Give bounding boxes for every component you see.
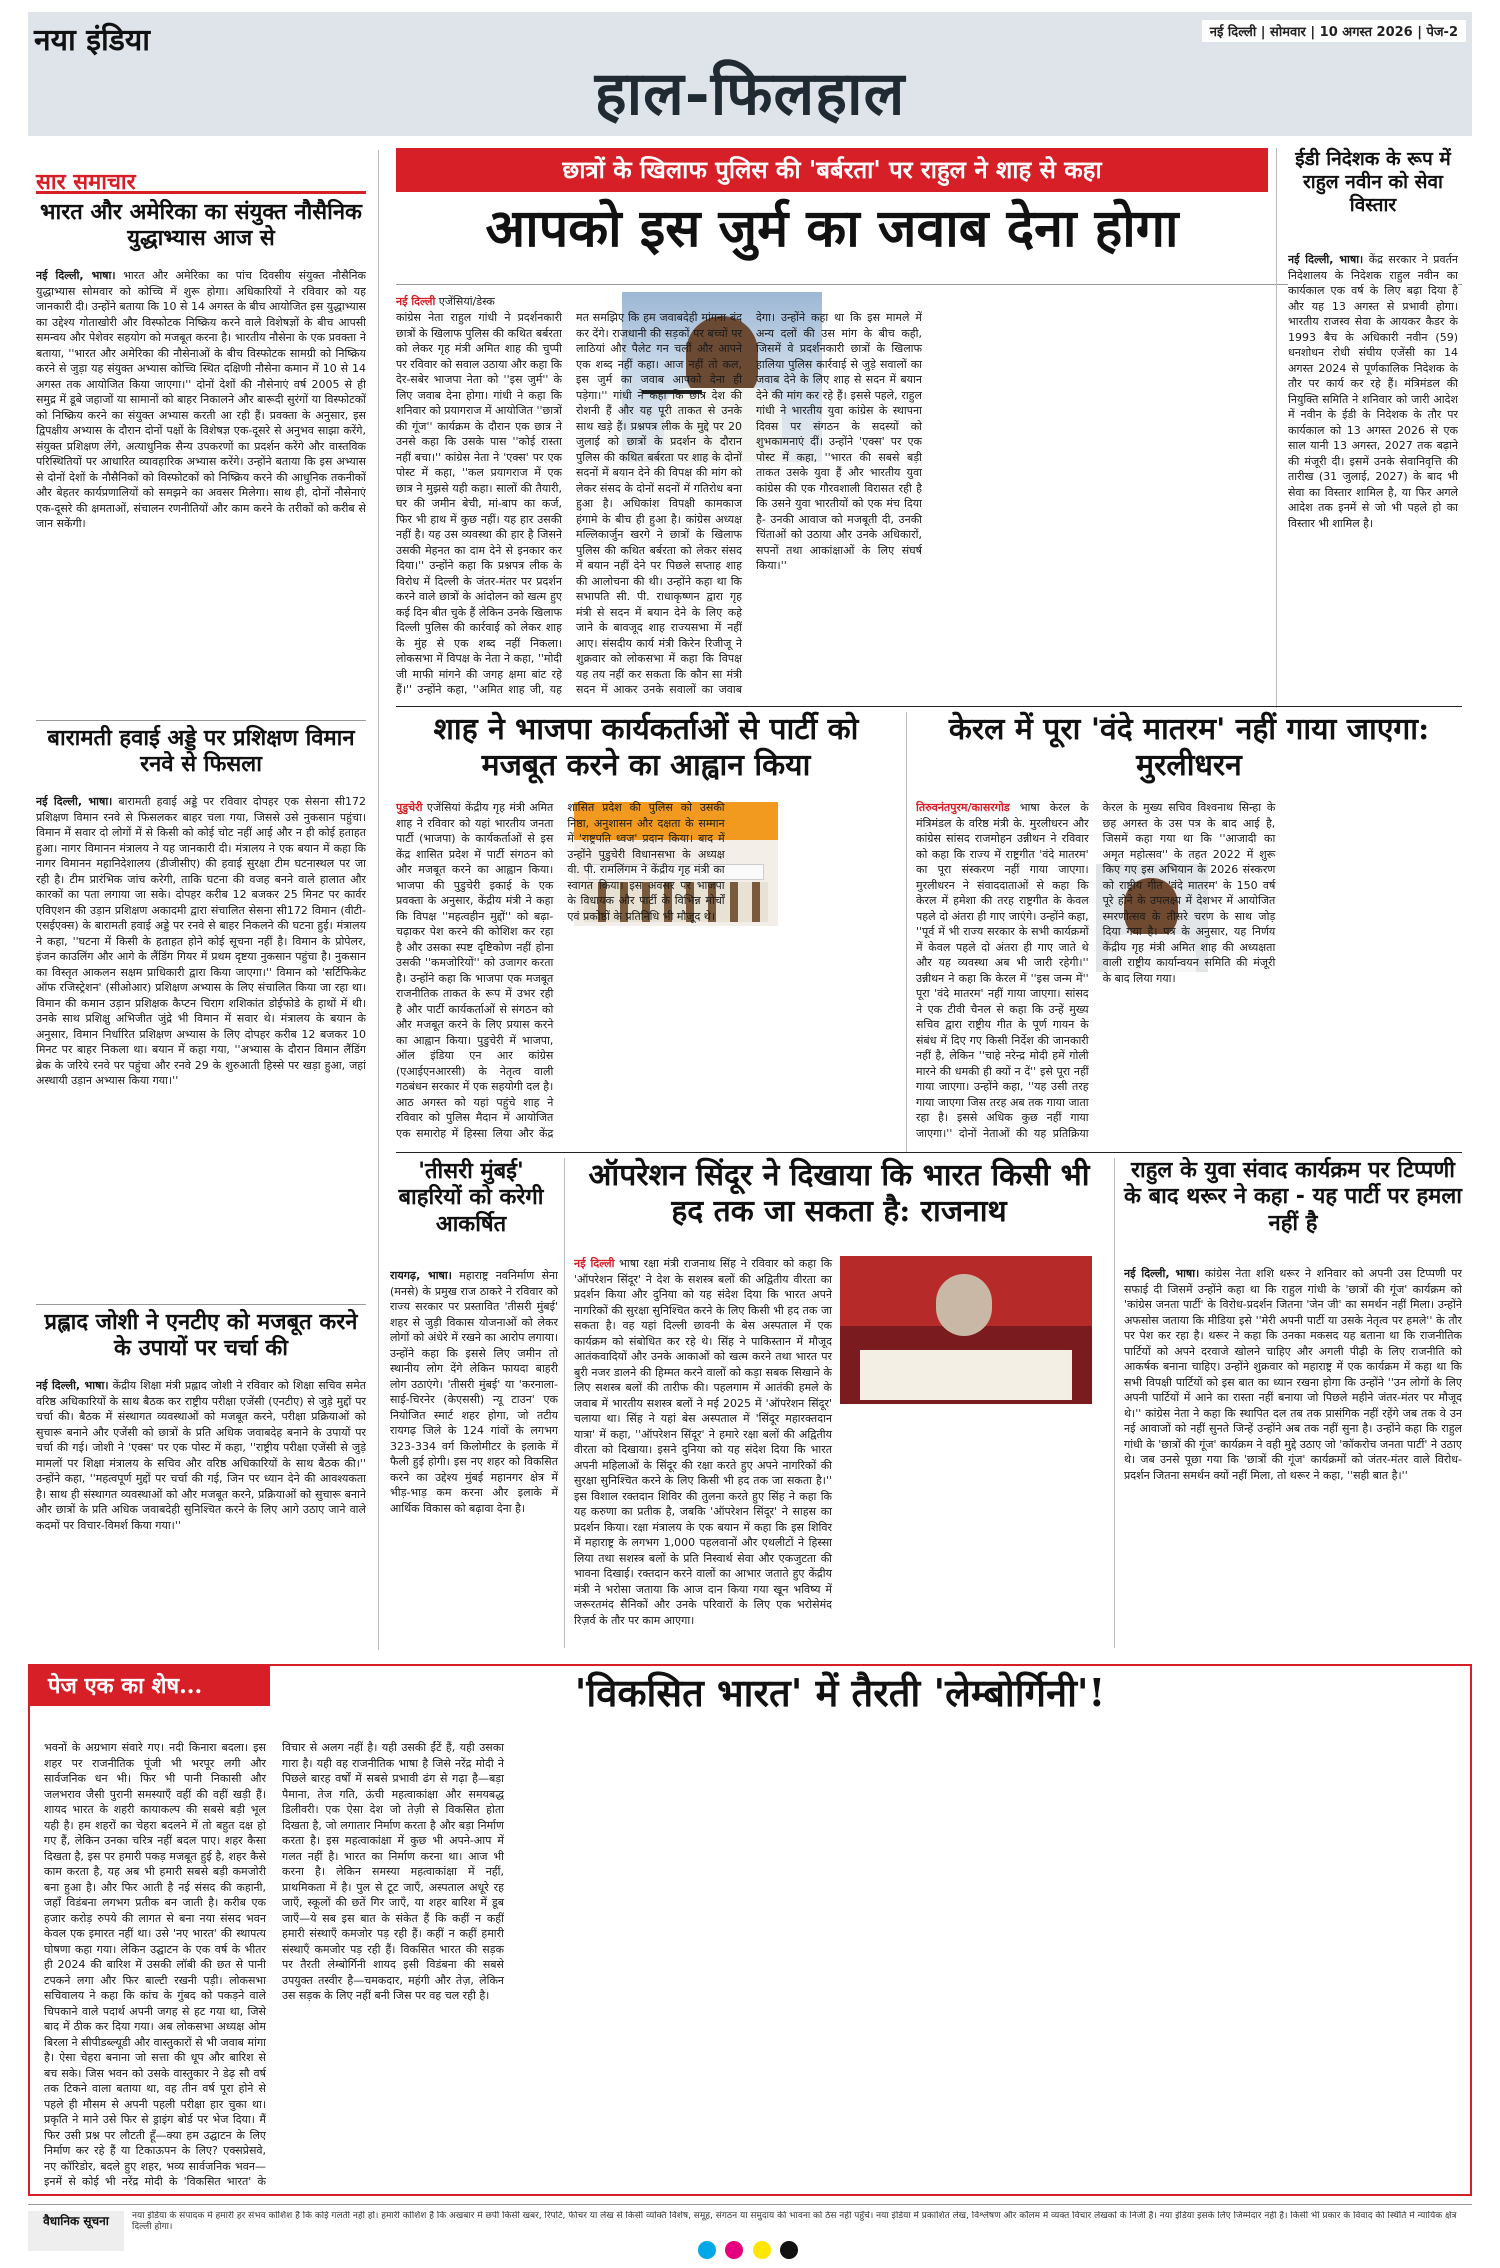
brief-2-text: बारामती हवाई अड्डे पर रविवार दोपहर एक सेसना सी172 प्रशिक्षण विमान रनवे से फिसलकर बाहर चला गया, जिससे उसे नुकसान पहुंचा। विमान में सवार दो लोगों में से किसी को कोई चोट नहीं आई और न ही कोई हताहत हुआ। नागर विमानन मंत्रालय ने यह जानकारी दी। मंत्रालय ने एक बयान में कहा कि नागर विमानन महानिदेशालय (डीजीसीए) की हवाई सुरक्षा टीम घटनास्थल पर जा रही है। टीम प्रारंभिक जांच करेगी, ताकि घटना की वजह बनने वाले हालात और कारकों का पता लगाया जा सके। दोपहर करीब 12 बजकर 25 मिनट पर कार्वर एविएशन की उड़ान प्रशिक्षण अकादमी द्वारा संचालित सेसना सी172 विमान (वीटी-एसईएक्स) के बारामती हवाई अड्डे पर रनवे से बाहर निकलने की घटना हुई। मंत्रालय ने कहा, ''घटना में किसी के हताहत होने कोई सूचना नहीं है। विमान के प्रोपेलर, इंजन काउलिंग और आगे के लैंडिंग गियर में प्रथम दृष्टया नुकसान पहुंचा है। नुकसान का विस्तृत आकलन सक्षम प्राधिकारी द्वारा किया जाएगा।'' विमान को 'सर्टिफिकेट ऑफ रजिस्ट्रेशन' (सीओआर) प्रशिक्षण अभ्यास के लिए संचालित किया जा रहा था। विमान की कमान उड़ान प्रशिक्षक कैप्टन चिराग शशिकांत डोईफोडे के हाथों में थी। उनके साथ प्रशिक्षु अभिजीत जुंद्रे भी विमान में सवार थे। मंत्रालय के बयान के अनुसार, विमान निर्धारित प्रशिक्षण अभ्यास के लिए दोपहर करीब 12 बजकर 10 मिनट पर बाहर निकला था। बयान में कहा गया, ''अभ्यास के दौरान विमान लैंडिंग ब्रेक के जरिये रनवे पर पहुंचा और रनवे 29 के शुरुआती हिस्से पर खड़ा हुआ, जहां अस्थायी उड़ान अभ्यास किया गया।'': [36, 795, 366, 1087]
mumbai-dateline: रायगढ़, भाषा।: [390, 1269, 452, 1282]
sindoor-dateline: नई दिल्ली: [574, 1257, 615, 1270]
brief-label: [36, 166, 366, 194]
black-registration-mark: [780, 2241, 798, 2259]
kerala-body: [916, 800, 1462, 1148]
column-divider: [1114, 1158, 1115, 1648]
brief-label-text: सार समाचार: [36, 169, 136, 195]
shah-dateline: पुडुचेरी: [396, 801, 423, 814]
cyan-registration-mark: [698, 2241, 716, 2259]
lead-headline: आपको इस जुर्म का जवाब देना होगा: [485, 198, 1179, 259]
sindoor-headline: ऑपरेशन सिंदूर ने दिखाया कि भारत किसी भी हद तक जा सकता है: राजनाथ: [588, 1158, 1090, 1229]
page-one-box: [28, 1664, 1472, 2196]
brief-1-headline: भारत और अमेरिका का संयुक्त नौसैनिक युद्धाभ्यास आज से: [40, 200, 362, 252]
ed-text: केंद्र सरकार ने प्रवर्तन निदेशालय के निदेशक राहुल नवीन का कार्यकाल एक वर्ष के लिए बढ़ा दिया है और यह 13 अगस्त से प्रभावी होगा। भारतीय राजस्व सेवा के आयकर कैडर के 1993 बैच के अधिकारी नवीन (59) धनशोधन रोधी संघीय एजेंसी का 14 अगस्त 2024 से पूर्णकालिक निदेशक के तौर पर कार्य कर रहे हैं। मंत्रिमंडल की नियुक्ति समिति ने शनिवार को जारी आदेश में नवीन के ईडी के निदेशक के तौर पर कार्यकाल को 13 अगस्त 2026 से एक साल यानी 13 अगस्त, 2027 तक बढ़ाने की मंजूरी दी। इसमें उनके सेवानिवृत्ति की तारीख (31 जुलाई, 2027) के बाद भी सेवा का विस्तार शामिल है, या फिर अगले आदेश तक इनमें से जो भी पहले हो का विस्तार भी शामिल है।: [1288, 253, 1458, 530]
page-one-label: पेज एक का शेष...: [30, 1666, 270, 1706]
tharoor-body: [1124, 1266, 1462, 1650]
column-divider: [1276, 148, 1277, 708]
kerala-agency: भाषा: [1019, 801, 1040, 814]
page-one-body: [44, 1740, 1456, 2190]
brief-3-dateline: नई दिल्ली, भाषा।: [36, 1379, 109, 1392]
column-divider: [564, 1158, 565, 1648]
lead-kicker: छात्रों के खिलाफ पुलिस की 'बर्बरता' पर राहुल ने शाह से कहा: [396, 148, 1268, 192]
shah-text: केंद्रीय गृह मंत्री अमित शाह ने रविवार को यहां भारतीय जनता पार्टी (भाजपा) के कार्यकर्ताओं से इस केंद्र शासित प्रदेश में पार्टी संगठन को और मजबूत करने का आह्वान किया। भाजपा की पुडुचेरी इकाई के एक प्रवक्ता के अनुसार, केंद्रीय मंत्री ने कहा कि विपक्ष ''महत्वहीन मुद्दों'' को बढ़ा-चढ़ाकर पेश करने की कोशिश कर रहा है और उसका स्पष्ट दृष्टिकोण नहीं होना उसकी ''कमजोरियों'' को उजागर करता है। उन्होंने कहा कि भाजपा एक मजबूत राजनीतिक ताकत के रूप में उभर रही है और पार्टी कार्यकर्ताओं से संगठन को और मजबूत करने के लिए प्रयास करने का आह्वान किया। पुडुचेरी में भाजपा, ऑल इंडिया एन आर कांग्रेस (एआईएनआरसी) के नेतृत्व वाली गठबंधन सरकार में एक सहयोगी दल है। आठ अगस्त को यहां पहुंचे शाह ने रविवार को पुलिस मैदान में आयोजित एक समारोह में हिस्सा लिया और केंद्र शासित प्रदेश की पुलिस को उसकी निष्ठा, अनुशासन और दक्षता के सम्मान में 'राष्ट्रपति ध्वज' प्रदान किया। बाद में उन्होंने पुडुचेरी विधानसभा के अध्यक्ष वी. पी. रामलिंगम ने केंद्रीय गृह मंत्री का स्वागत किया। इस अवसर पर भाजपा के विधायक और पार्टी के विभिन्न मोर्चों एवं प्रकोष्ठों के प्रतिनिधि भी मौजूद थे।: [396, 801, 725, 1140]
brand-logo: नया इंडिया: [34, 23, 150, 58]
column-divider: [378, 150, 379, 1650]
yellow-registration-mark: [753, 2241, 771, 2259]
tharoor-text: कांग्रेस नेता शशि थरूर ने शनिवार को अपनी उस टिप्पणी पर सफाई दी जिसमें उन्होंने कहा था कि राहुल गांधी के 'छात्रों की गूंज' कार्यक्रम को 'कांग्रेस जनता पार्टी' के विरोध-प्रदर्शन जितना 'जेन जी' का समर्थन नहीं मिला। उन्होंने अफसोस जताया कि मीडिया इसे ''मेरी अपनी पार्टी या उसके नेतृत्व पर हमले'' के तौर पर पेश कर रहा है। थरूर ने कहा कि उनका मकसद यह बताना था कि राजनीतिक पार्टियों को अपने दरवाजे खोलने चाहिए और अगली पीढ़ी के लिए राजनीति को आकर्षक बनाना चाहिए। उन्होंने शुक्रवार को महाराष्ट्र में एक कार्यक्रम में कहा था कि सभी विपक्षी पार्टियों को इस बात का ध्यान रखना होगा कि उन्होंने ''उन लोगों के लिए अपनी पार्टियों में आने का रास्ता नहीं बनाया जो पिछले महीने जंतर-मंतर पर मौजूद थे।'' कांग्रेस नेता ने कहा कि स्थापित दल तब तक प्रासंगिक नहीं रहेंगे जब तक वे उन नई आवाजों को नहीं सुनते जिन्हें उन्होंने अब तक नहीं सुना है। उन्होंने कहा कि राहुल गांधी के 'छात्रों की गूंज' कार्यक्रम ने वही मुद्दे उठाए जो 'कॉकरोच जनता पार्टी' ने उठाए थे। जब उनसे पूछा गया कि 'छात्रों की गूंज' कार्यक्रमों को जंतर-मंतर वाले विरोध-प्रदर्शन जितना समर्थन क्यों नहीं मिला, तो थरूर ने कहा, ''सही बात है।'': [1124, 1267, 1462, 1482]
brief-2-headline: बारामती हवाई अड्डे पर प्रशिक्षण विमान रनवे से फिसला: [47, 726, 355, 778]
divider: [396, 706, 1462, 707]
registration-marks: [28, 2239, 1472, 2259]
mumbai-text: महाराष्ट्र नवनिर्माण सेना (मनसे) के प्रमुख राज ठाकरे ने रविवार को राज्य सरकार पर प्रस्तावित 'तीसरी मुंबई' शहर से जुड़ी विकास योजनाओं को लेकर लोगों को अंधेरे में रखने का आरोप लगाया। उन्होंने कहा कि इससे लिए जमीन तो स्थानीय लोग देंगे लेकिन फायदा बाहरी लोग उठाएंगे। 'तीसरी मुंबई' या 'करनाला-साई-चिरनेर (केएससी) न्यू टाउन' एक नियोजित स्मार्ट शहर होगा, जो तटीय रायगढ़ जिले के 124 गांवों के लगभग 323-334 वर्ग किलोमीटर के इलाके में फैली हुई होगी। इस नए शहर को विकसित करने का उद्देश्य मुंबई महानगर क्षेत्र में भीड़-भाड़ कम करना और इलाके में आर्थिक विकास को बढ़ावा देना है।: [390, 1269, 558, 1515]
kerala-headline: केरल में पूरा 'वंदे मातरम' नहीं गाया जाएगा: मुरलीधरन: [948, 712, 1430, 783]
brief-3-headline: प्रह्लाद जोशी ने एनटीए को मजबूत करने के उपायों पर चर्चा की: [44, 1310, 358, 1362]
tharoor-dateline: नई दिल्ली, भाषा।: [1124, 1267, 1200, 1280]
page-one-headline: 'विकसित भारत' में तैरती 'लेम्बोर्गिनी'!: [574, 1670, 1106, 1715]
kerala-dateline: तिरुवनंतपुरम/कासरगोड: [916, 801, 1010, 814]
mumbai-body: [390, 1268, 558, 1650]
shah-agency: एजेंसियां: [426, 801, 461, 814]
brief-2-body: [36, 794, 366, 1294]
mumbai-headline: 'तीसरी मुंबई' बाहरियों को करेगी आकर्षित: [398, 1158, 544, 1237]
sindoor-agency: भाषा: [619, 1257, 639, 1270]
ed-dateline: नई दिल्ली, भाषा।: [1288, 253, 1364, 266]
brief-2-dateline: नई दिल्ली, भाषा।: [36, 795, 113, 808]
footer-label: वैधानिक सूचना: [28, 2211, 124, 2251]
ed-body: [1288, 252, 1458, 702]
footer: [28, 2204, 1472, 2256]
divider: [396, 1152, 1462, 1153]
brief-3-text: केंद्रीय शिक्षा मंत्री प्रह्लाद जोशी ने रविवार को शिक्षा सचिव समेत वरिष्ठ अधिकारियों के साथ बैठक कर राष्ट्रीय परीक्षा एजेंसी (एनटीए) से जुड़े मुद्दों पर चर्चा की। बैठक में संस्थागत व्यवस्थाओं को मजबूत करने, परीक्षा प्रक्रियाओं को सुचारू बनाने और एजेंसी को छात्रों के प्रति अधिक जवाबदेह बनाने के उपायों पर चर्चा की गई। जोशी ने 'एक्स' पर एक पोस्ट में कहा, ''राष्ट्रीय परीक्षा एजेंसी से जुड़े मामलों पर शिक्षा मंत्रालय के सचिव और वरिष्ठ अधिकारियों के साथ बैठक की।'' उन्होंने कहा, ''महत्वपूर्ण मुद्दों पर चर्चा की गई, जिन पर ध्यान देने की आवश्यकता है। साथ ही संस्थागत व्यवस्थाओं को और मजबूत करने, प्रक्रियाओं को सुचारू बनाने और छात्रों के प्रति अधिक जवाबदेही सुनिश्चित करने के लिए आगे उठाए जाने वाले कदमों पर विचार-विमर्श किया गया।'': [36, 1379, 366, 1532]
ed-headline: ईडी निदेशक के रूप में राहुल नवीन को सेवा विस्तार: [1295, 148, 1451, 216]
section-title: हाल-फिलहाल: [594, 59, 906, 129]
brief-1-body: [36, 268, 366, 708]
kerala-text: केरल के मंत्रिमंडल के वरिष्ठ मंत्री के. मुरलीधरन और कांग्रेस सांसद राजमोहन उन्नीथन ने रविवार को कहा कि राज्य में राष्ट्रगीत 'वंदे मातरम' का पूरा संस्करण नहीं गाया जाएगा। मुरलीधरन ने संवाददाताओं से कहा कि केरल में हमेशा की तरह राष्ट्रगीत के केवल पहले दो अंतरा ही गाए जाएंगे। उन्होंने कहा, ''पूर्व में भी राज्य सरकार के सभी कार्यक्रमों में केवल पहले दो अंतरा ही गाए जाते थे और यह व्यवस्था अब भी जारी रहेगी।'' उन्नीथन ने कहा कि केरल में ''इस जन्म में'' पूरा 'वंदे मातरम' नहीं गाया जाएगा। सांसद ने एक टीवी चैनल से कहा कि उन्हें मुख्य सचिव द्वारा राष्ट्रीय गीत के पूर्ण गायन के संबंध में दिए गए किसी निर्देश की जानकारी नहीं है, लेकिन ''चाहे नरेन्द्र मोदी हमें गोली मारने की धमकी ही क्यों न दें'' इसे पूरा नहीं गाया जाएगा। उन्होंने कहा, ''यह उसी तरह गाया जाएगा जिस तरह अब तक गाया जाता रहा है। इससे अधिक कुछ नहीं गाया जाएगा।'' दोनों नेताओं की यह प्रतिक्रिया केरल के मुख्य सचिव विश्वनाथ सिन्हा के छह अगस्त के उस पत्र के बाद आई है, जिसमें कहा गया था कि ''आजादी का अमृत महोत्सव'' के तहत 2022 में शुरू किए गए इस अभियान के 2026 संस्करण को राष्ट्रीय गीत 'वंदे मातरम' के 150 वर्ष पूरे होने के उपलक्ष्य में देशभर में आयोजित स्मरणोत्सव के तीसरे चरण के साथ जोड़ दिया गया है। पत्र के अनुसार, यह निर्णय केंद्रीय गृह मंत्री अमित शाह की अध्यक्षता वाली राष्ट्रीय कार्यान्वयन समिति की मंजूरी के बाद लिया गया।: [916, 801, 1276, 1140]
masthead-dateline: नई दिल्ली | सोमवार | 10 अगस्त 2026 | पेज-2: [1202, 20, 1466, 42]
masthead: [28, 12, 1472, 136]
brief-1-dateline: नई दिल्ली, भाषा।: [36, 269, 116, 282]
sindoor-text: रक्षा मंत्री राजनाथ सिंह ने रविवार को कहा कि 'ऑपरेशन सिंदूर' ने देश के सशस्त्र बलों की अद्वितीय वीरता का प्रदर्शन किया और दुनिया को यह संदेश दिया कि भारत अपने नागरिकों की सुरक्षा सुनिश्चित करने के लिए किसी भी हद तक जा सकता है। वह यहां दिल्ली छावनी के बेस अस्पताल में एक कार्यक्रम को संबोधित कर रहे थे। सिंह ने पाकिस्तान में मौजूद आतंकवादियों और उनके आकाओं को खत्म करने तथा भारत पर बुरी नजर डालने की हिम्मत करने वालों को कड़ा सबक सिखाने के लिए सशस्त्र बलों की तारीफ की। पहलगाम में आतंकी हमले के जवाब में भारतीय सशस्त्र बलों ने मई 2025 में 'ऑपरेशन सिंदूर' चलाया था। सिंह ने यहां बेस अस्पताल में 'सिंदूर महारक्तदान यात्रा' में कहा, ''ऑपरेशन सिंदूर' ने हमारे रक्षा बलों की अद्वितीय वीरता को दिखाया। इसने दुनिया को यह संदेश दिया कि भारत अपनी महिलाओं के सिंदूर की रक्षा करते हुए अपने नागरिकों की सुरक्षा सुनिश्चित करने के लिए किसी भी हद तक जा सकता है।'' इस विशाल रक्तदान शिविर की तुलना करते हुए सिंह ने कहा कि यह करुणा का प्रतीक है, जबकि 'ऑपरेशन सिंदूर' ने साहस का प्रदर्शन किया। रक्षा मंत्रालय के एक बयान में कहा कि इस शिविर में महाराष्ट्र के लगभग 1,000 पहलवानों और एथलीटों ने हिस्सा लिया तथा सशस्त्र बलों के प्रति निस्वार्थ सेवा और एकजुटता की भावना दिखाई। रक्तदान करने वालों का आभार जताते हुए केंद्रीय मंत्री ने भरोसा जताया कि आज दान किया गया खून भविष्य में जरूरतमंद सैनिकों और उनके परिवारों के लिए एक भरोसेमंद रिज़र्व के तौर पर काम आएगा।: [574, 1257, 833, 1627]
tharoor-headline: राहुल के युवा संवाद कार्यक्रम पर टिप्पणी के बाद थरूर ने कहा - यह पार्टी पर हमला नहीं है: [1124, 1158, 1462, 1236]
shah-headline: शाह ने भाजपा कार्यकर्ताओं से पार्टी को मजबूत करने का आह्वान किया: [433, 712, 859, 783]
lead-agency: एजेंसियां/डेस्क: [438, 295, 495, 308]
page-one-text: भवनों के अग्रभाग संवारे गए। नदी किनारा बदला। इस शहर पर राजनीतिक पूंजी भी भरपूर लगी और सार्वजनिक धन भी। फिर भी पानी निकासी और जलभराव जैसी पुरानी समस्याएँ वहीं की वहीं खड़ी हैं। शायद भारत के शहरी कायाकल्प की सबसे बड़ी भूल यही है। हम शहरों का चेहरा बदलने में तो बहुत दक्ष हो गए हैं, लेकिन उनका चरित्र नहीं बदल पाए। शहर कैसा दिखता है, इस पर हमारी पकड़ मजबूत हुई है, शहर कैसे काम करता है, यह अब भी हमारी सबसे बड़ी कमजोरी बना हुआ है। और फिर आती है नई संसद की कहानी, जहाँ विडंबना लगभग प्रतीक बन जाती है। करीब एक हजार करोड़ रुपये की लागत से बना नया संसद भवन केवल एक इमारत नहीं था। उसे 'नए भारत' की स्थापत्य घोषणा कहा गया। लेकिन उद्घाटन के एक वर्ष के भीतर ही 2024 की बारिश में उसकी लॉबी की छत से पानी टपकने लगा और फिर बाल्टी रखनी पड़ी। लोकसभा सचिवालय ने कहा कि कांच के गुंबद को पकड़ने वाले चिपकाने वाले पदार्थ अपनी जगह से हट गया था, जिसे बाद में ठीक कर दिया गया। अब लोकसभा अध्यक्ष ओम बिरला ने सीपीडब्ल्यूडी और वास्तुकारों से भी जवाब मांगा है। ऐसा चेहरा बनाना जो सत्ता की धूप और बारिश से बच सके। जिस भवन को उसके वास्तुकार ने डेढ़ सौ वर्ष तक टिकने वाला बताया था, वह तीन वर्ष पूरा होने से पहले ही मौसम से अपनी पहली परीक्षा हार चुका था। प्रकृति ने माने उसे फिर से ड्राइंग बोर्ड पर भेज दिया। मैं फिर उसी प्रश्न पर लौटती हूँ—क्या हम उद्घाटन के लिए निर्माण कर रहे हैं या टिकाऊपन के लिए? एक्सप्रेसवे, नए कॉरिडोर, बदले हुए शहर, भव्य सार्वजनिक भवन—इनमें से कोई भी नरेंद्र मोदी के 'विकसित भारत' के विचार से अलग नहीं है। यही उसकी ईंटें हैं, यही उसका गारा है। यही वह राजनीतिक भाषा है जिसे नरेंद्र मोदी ने पिछले बारह वर्षों में सबसे प्रभावी ढंग से गढ़ा है—बड़ा पैमाना, तेज गति, ऊंची महत्वाकांक्षा और समयबद्ध डिलीवरी। एक ऐसा देश जो तेज़ी से विकसित होता दिखता है, जो लगातार निर्माण करता है और बड़ा निर्माण करता है। इस महत्वाकांक्षा में कुछ भी अपने-आप में गलत नहीं है। भारत का निर्माण करना था। आज भी करना है। लेकिन समस्या महत्वाकांक्षा में नहीं, प्राथमिकता में है। पुल से टूट जाएँ, अस्पताल अधूरे रह जाएँ, स्कूलों की छतें गिर जाएँ, या शहर बारिश में डूब जाएँ—ये सब इस बात के संकेत हैं कि कहीं न कहीं हमारी संस्थाएँ कमजोर पड़ रही हैं। कहीं न कहीं हमारी संस्थाएँ कमजोर पड़ रही हैं। विकसित भारत की सड़क पर तैरती लेम्बोर्गिनी शायद इसी विडंबना की सबसे उपयुक्त तस्वीर है—चमकदार, महंगी और तेज़, लेकिन उस सड़क के लिए नहीं बनी जिस पर वह चल रही है।: [44, 1741, 504, 2188]
brief-1-text: भारत और अमेरिका का पांच दिवसीय संयुक्त नौसैनिक युद्धाभ्यास सोमवार को कोच्चि में शुरू होगा। अधिकारियों ने रविवार को यह जानकारी दी। उन्होंने बताया कि 10 से 14 अगस्त के बीच आयोजित इस युद्धाभ्यास का उद्देश्य गोताखोरी और विस्फोटक निष्क्रिय करने वाले विशेषज्ञों के बीच आपसी समन्वय और पेशेवर सहयोग को मजबूत करना है। भारतीय नौसेना के एक प्रवक्ता ने बताया, ''भारत और अमेरिका की नौसेनाओं के बीच विस्फोटक सामग्री को निष्क्रिय करने से जुड़ा यह संयुक्त अभ्यास कोच्चि स्थित दक्षिणी नौसेना कमान में 10 से 14 अगस्त तक आयोजित किया जाएगा।'' दोनों देशों की नौसेनाएं वर्ष 2005 से ही समुद्र में डूबे जहाजों या सामानों को बाहर निकालने और बारूदी सुरंगों या विस्फोटकों को निष्क्रिय करने का संयुक्त अभ्यास करती आ रही हैं। प्रवक्ता के अनुसार, इस द्विपक्षीय अभ्यास के दौरान दोनों पक्षों के विशेषज्ञ एक-दूसरे से अनुभव साझा करेंगे, संयुक्त प्रशिक्षण लेंगे, अत्याधुनिक सैन्य उपकरणों का प्रदर्शन करेंगे और वास्तविक परिस्थितियों पर आधारित व्यावहारिक अभ्यास करेंगे। उन्होंने बताया कि इस अभ्यास से दोनों देशों के नौसैनिकों को विस्फोटकों को निष्क्रिय करने की आधुनिक तकनीकों और बेहतर कार्यप्रणालियों को समझने का अवसर मिलेगा। साथ ही, दोनों नौसेनाएं एक-दूसरे की क्षमताओं, संचालन रणनीतियों और काम करने के तरीकों को करीब से जान सकेंगी।: [36, 269, 366, 530]
divider: [36, 720, 366, 721]
footer-text: नया इंडिया के संपादक में हमारी हर संभव कोशिश है कि कोई गलती नहीं हो। हमारी कोशिश है कि अखबार में छपी किसी खबर, रिपोर्ट, फीचर या लेख से किसी व्यक्ति विशेष, समूह, संगठन या समुदाय की भावना को ठेस नहीं पहुँचे। नया इंडिया में प्रकाशित लेख, विश्लेषण और कॉलम में व्यक्त विचार लेखकों के निजी हैं। नया इंडिया इसके लिए जिम्मेदार नहीं है। किसी भी प्रकार के विवाद की स्थिति में न्यायिक क्षेत्र दिल्ली होगा।: [132, 2211, 1457, 2232]
column-divider: [906, 712, 907, 1152]
magenta-registration-mark: [725, 2241, 743, 2259]
sindoor-body: [574, 1256, 1104, 1650]
divider: [36, 1304, 366, 1305]
shah-body: [396, 800, 896, 1148]
brief-3-body: [36, 1378, 366, 1650]
lead-text: कांग्रेस नेता राहुल गांधी ने प्रदर्शनकारी छात्रों के खिलाफ पुलिस की कथित बर्बरता को लेकर गृह मंत्री अमित शाह की चुप्पी पर रविवार को सवाल उठाया और कहा कि देर-सबेर भाजपा नेता को ''इस जुर्म'' के लिए जवाब देना होगा। गांधी ने कहा कि शनिवार को प्रयागराज में आयोजित ''छात्रों की गूंज'' कार्यक्रम के दौरान एक छात्र ने उनसे कहा कि उसके पास ''कोई रास्ता नहीं बचा।'' कांग्रेस नेता ने 'एक्स' पर एक पोस्ट में कहा, ''कल प्रयागराज में एक छात्र ने मुझसे यही कहा। सालों की तैयारी, घर की जमीन बेची, मां-बाप का कर्ज, फिर भी हाथ में कुछ नहीं। यह हार उसकी नहीं है। यह उस व्यवस्था की हार है जिसने उसकी मेहनत का दाम देने से इनकार कर दिया।'' उन्होंने कहा कि प्रश्नपत्र लीक के विरोध में दिल्ली के जंतर-मंतर पर प्रदर्शन करने वाले छात्रों के आंदोलन को खत्म हुए कई दिन बीत चुके हैं लेकिन उनके खिलाफ दिल्ली पुलिस की कार्रवाई को लेकर शाह के मुंह से एक शब्द नहीं निकला। लोकसभा में विपक्ष के नेता ने कहा, ''मोदी जी माफी मांगने की जगह क्षमा बांट रहे हैं।'' उन्होंने कहा, ''अमित शाह जी, यह मत समझिए कि हम जवाबदेही मांगना बंद कर देंगे। राजधानी की सड़कों पर बच्चों पर लाठियां और पैलेट गन चलीं और आपने एक शब्द नहीं कहा। आज नहीं तो कल, इस जुर्म का जवाब आपको देना ही पड़ेगा।'' गांधी ने कहा कि छात्र देश की रोशनी हैं और यह पूरी ताकत से उनके साथ खड़े हैं। प्रश्नपत्र लीक के मुद्दे पर 20 जुलाई को छात्रों के प्रदर्शन के दौरान पुलिस की कथित बर्बरता पर शाह के दोनों सदनों में बयान देने की विपक्ष की मांग को लेकर संसद के दोनों सदनों में गतिरोध बना हुआ है। अधिकांश विपक्षी कामकाज हंगामे के बीच ही हुआ है। कांग्रेस अध्यक्ष मल्लिकार्जुन खरगे ने छात्रों के खिलाफ पुलिस की कथित बर्बरता को लेकर संसद में बयान नहीं देने पर पिछले सप्ताह शाह की आलोचना की थी। उन्होंने कहा था कि सभापति सी. पी. राधाकृष्णन द्वारा गृह मंत्री से सदन में बयान देने के लिए कहे जाने के बावजूद शाह राज्यसभा में नहीं आए। संसदीय कार्य मंत्री किरेन रिजीजू ने शुक्रवार को लोकसभा में कहा कि विपक्ष यह तय नहीं कर सकता कि कौन सा मंत्री सदन में आकर उनके सवालों का जवाब देगा। उन्होंने कहा था कि इस मामले में अन्य दलों की उस मांग के बीच कही, जिसमें वे प्रदर्शनकारी छात्रों के खिलाफ हालिया पुलिस कार्रवाई से जुड़े सवालों का जवाब देने के लिए शाह से सदन में बयान देने की मांग कर रहे हैं। इससे पहले, राहुल गांधी ने भारतीय युवा कांग्रेस के स्थापना दिवस पर संगठन के सदस्यों को शुभकामनाएं दीं। उन्होंने 'एक्स' पर एक पोस्ट में कहा, ''भारत की सबसे बड़ी ताकत उसके युवा हैं और भारतीय युवा कांग्रेस की एक गौरवशाली विरासत रही है कि उसने युवा भारतीयों को एक मंच दिया है- उनकी आवाज को मजबूती दी, उनकी चिंताओं को उठाया और उनके अधिकारों, सपनों तथा आकांक्षाओं के लिए संघर्ष किया।'': [396, 311, 922, 696]
lead-dateline: नई दिल्ली: [396, 295, 436, 308]
